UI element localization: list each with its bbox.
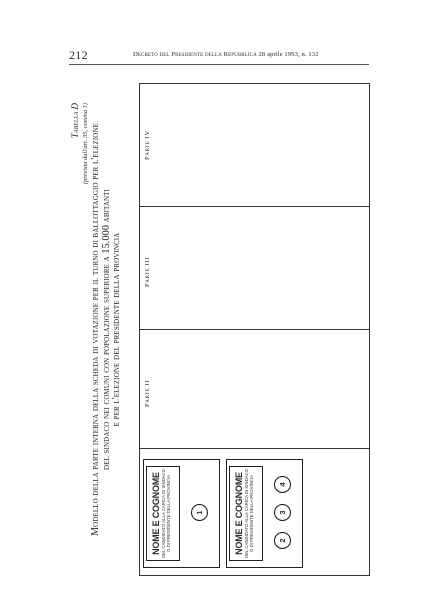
table-title-line-2: del sindaco nei comuni con popolazione superiore a 15.000 abitanti (100, 189, 112, 470)
table-reference: (prevista dall'art. 35, comma 1) (82, 103, 89, 185)
candidate-box (143, 459, 220, 568)
list-symbol-circle: 1 (191, 504, 208, 521)
rotated-table-area (70, 83, 372, 576)
candidate-name: NOME E COGNOME (234, 472, 244, 555)
column-header-parte-4: Parte IV (144, 130, 151, 160)
candidate-office-line-2: O DI PRESIDENTE DELLA PROVINCIA (249, 475, 254, 552)
candidate-office-line-1: DEL CANDIDATO ALLA CARICA DI SINDACO (161, 469, 166, 558)
list-symbol-circle: 2 (274, 532, 291, 549)
table-label: Tabella D (70, 103, 80, 139)
column-header-parte-3: Parte III (144, 256, 151, 287)
candidate-name-box (229, 466, 263, 561)
page-number: 212 (69, 48, 88, 62)
candidate-box (226, 459, 303, 568)
ballot-frame (139, 83, 370, 576)
candidate-office-line-1: DEL CANDIDATO ALLA CARICA DI SINDACO (244, 469, 249, 558)
column-divider (140, 448, 369, 449)
candidate-name-box (146, 466, 180, 561)
table-title-line-3: e per l'elezione del presidente della provincia (111, 232, 122, 427)
candidate-name: NOME E COGNOME (151, 472, 161, 555)
column-header-parte-2: Parte II (144, 379, 151, 407)
table-title (91, 83, 123, 576)
candidate-office-line-2: O DI PRESIDENTE DELLA PROVINCIA (166, 475, 171, 552)
list-symbol-circle: 3 (274, 504, 291, 521)
header-rule (69, 64, 369, 65)
table-title-line-1: Modello della parte interna della scheda di votazione per il turno di ballottaggio per l'elezione (90, 123, 101, 536)
rotated-table-content (70, 83, 372, 576)
running-head (133, 51, 319, 58)
column-divider (140, 329, 369, 330)
list-symbol-circle: 4 (274, 476, 291, 493)
page-header (0, 0, 431, 70)
column-divider (140, 206, 369, 207)
running-title: Decreto del Presidente della Repubblica (133, 51, 257, 58)
publication-date: 28 aprile 1993, n. 132 (258, 51, 319, 58)
